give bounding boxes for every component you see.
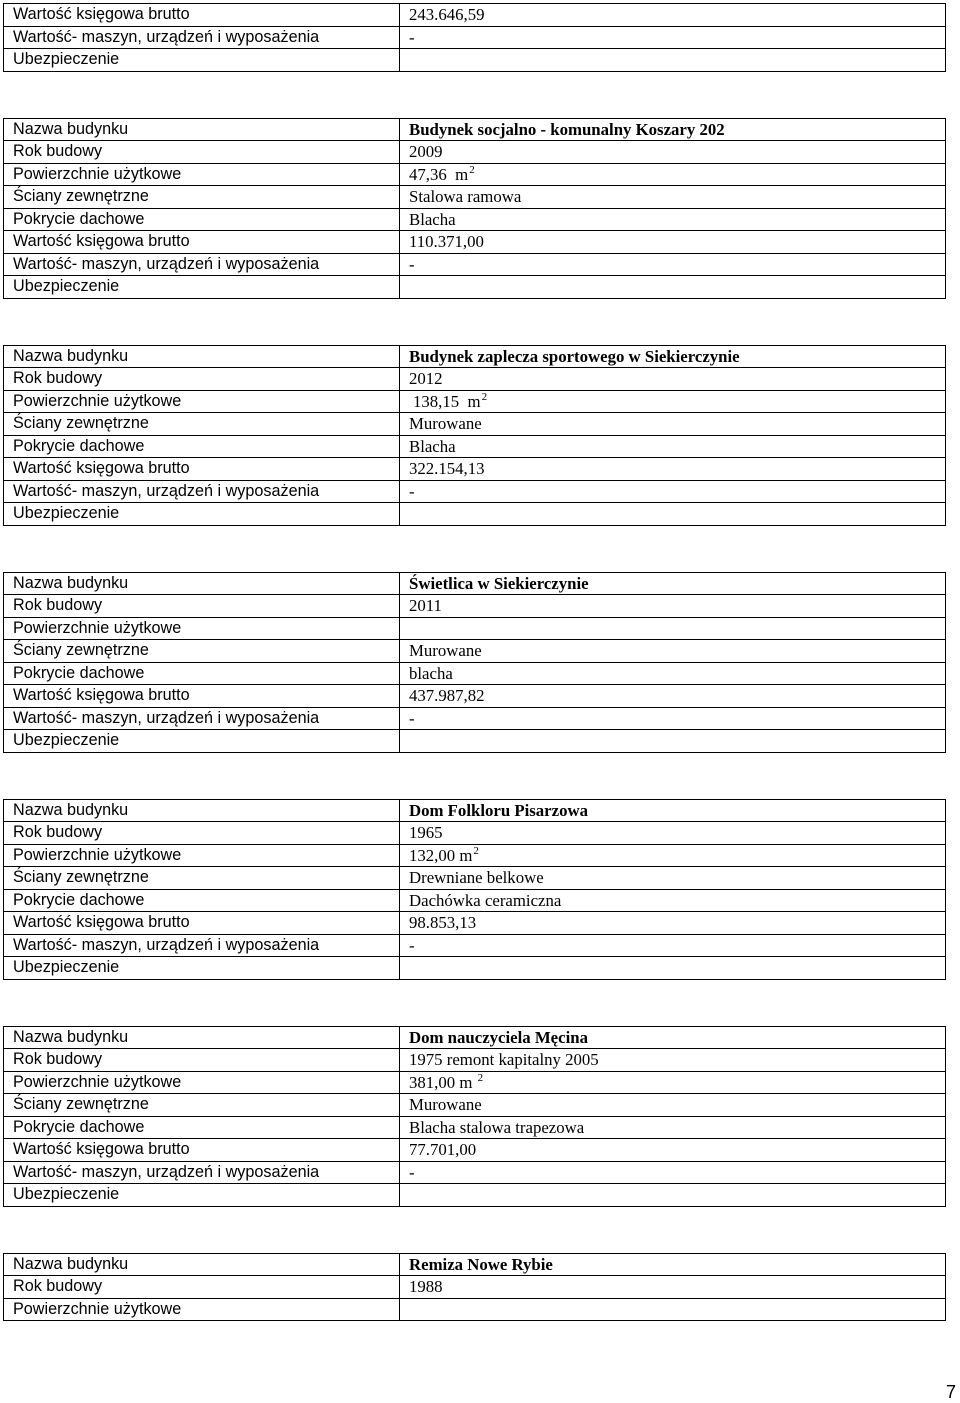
page-number: 7 — [945, 1382, 956, 1402]
name-label: Nazwa budynku — [4, 572, 400, 595]
roof-cell: Blacha stalowa trapezowa — [400, 1116, 946, 1139]
roof-label: Pokrycie dachowe — [4, 662, 400, 685]
year-cell: 1988 — [400, 1276, 946, 1299]
walls-cell: Murowane — [400, 413, 946, 436]
table-row — [4, 49, 946, 72]
area-label: Powierzchnie użytkowe — [4, 1071, 400, 1094]
area-label: Powierzchnie użytkowe — [4, 1298, 400, 1321]
value-label: Wartość księgowa brutto — [4, 4, 400, 27]
year-label: Rok budowy — [4, 368, 400, 391]
insurance-cell — [400, 957, 946, 980]
area-cell — [400, 390, 946, 413]
area-unit: m — [459, 845, 473, 865]
insurance-label: Ubezpieczenie — [4, 730, 400, 753]
equipment-cell: - — [400, 934, 946, 957]
area-value: 47,36 — [409, 164, 447, 184]
equipment-cell: - — [400, 480, 946, 503]
insurance-label: Ubezpieczenie — [4, 49, 400, 72]
walls-cell: Murowane — [400, 1094, 946, 1117]
document-body — [3, 3, 945, 1321]
insurance-label: Ubezpieczenie — [4, 503, 400, 526]
value-cell: 98.853,13 — [400, 912, 946, 935]
walls-label: Ściany zewnętrzne — [4, 413, 400, 436]
roof-label: Pokrycie dachowe — [4, 1116, 400, 1139]
area-unit-exponent: 2 — [469, 163, 475, 176]
spacer — [3, 1207, 945, 1253]
year-cell: 2012 — [400, 368, 946, 391]
name-label: Nazwa budynku — [4, 118, 400, 141]
walls-label: Ściany zewnętrzne — [4, 640, 400, 663]
equipment-cell: - — [400, 1161, 946, 1184]
name-label: Nazwa budynku — [4, 345, 400, 368]
spacer — [3, 753, 945, 799]
area-cell — [400, 163, 946, 186]
area-label: Powierzchnie użytkowe — [4, 844, 400, 867]
building-table-fragment-bottom — [3, 1253, 946, 1322]
year-label: Rok budowy — [4, 822, 400, 845]
value-cell: 322.154,13 — [400, 458, 946, 481]
building-name: Dom nauczyciela Męcina — [400, 1026, 946, 1049]
area-value: 381,00 — [409, 1072, 456, 1092]
year-cell: 1975 remont kapitalny 2005 — [400, 1049, 946, 1072]
area-cell — [400, 1071, 946, 1094]
building-table-fragment-top — [3, 3, 946, 72]
insurance-cell — [400, 1184, 946, 1207]
equipment-label: Wartość- maszyn, urządzeń i wyposażenia — [4, 934, 400, 957]
walls-label: Ściany zewnętrzne — [4, 1094, 400, 1117]
insurance-label: Ubezpieczenie — [4, 957, 400, 980]
walls-cell: Murowane — [400, 640, 946, 663]
insurance-label: Ubezpieczenie — [4, 276, 400, 299]
walls-cell: Drewniane belkowe — [400, 867, 946, 890]
walls-cell: Stalowa ramowa — [400, 186, 946, 209]
area-cell — [400, 617, 946, 640]
area-label: Powierzchnie użytkowe — [4, 390, 400, 413]
spacer — [3, 299, 945, 345]
roof-cell: blacha — [400, 662, 946, 685]
equipment-label: Wartość- maszyn, urządzeń i wyposażenia — [4, 26, 400, 49]
year-label: Rok budowy — [4, 595, 400, 618]
equipment-cell: - — [400, 253, 946, 276]
table-row — [4, 4, 946, 27]
value-label: Wartość księgowa brutto — [4, 458, 400, 481]
equipment-label: Wartość- maszyn, urządzeń i wyposażenia — [4, 707, 400, 730]
insurance-cell — [400, 730, 946, 753]
spacer — [3, 980, 945, 1026]
value-cell: 243.646,59 — [400, 4, 946, 27]
area-value: 138,15 — [413, 391, 460, 411]
roof-cell: Dachówka ceramiczna — [400, 889, 946, 912]
area-label: Powierzchnie użytkowe — [4, 617, 400, 640]
area-label: Powierzchnie użytkowe — [4, 163, 400, 186]
building-name: Remiza Nowe Rybie — [400, 1253, 946, 1276]
value-cell: 77.701,00 — [400, 1139, 946, 1162]
area-unit-exponent: 2 — [477, 1071, 484, 1084]
year-cell: 1965 — [400, 822, 946, 845]
equipment-cell: - — [400, 26, 946, 49]
year-cell: 2011 — [400, 595, 946, 618]
equipment-label: Wartość- maszyn, urządzeń i wyposażenia — [4, 480, 400, 503]
roof-label: Pokrycie dachowe — [4, 208, 400, 231]
building-name: Budynek socjalno - komunalny Koszary 202 — [400, 118, 946, 141]
value-label: Wartość księgowa brutto — [4, 912, 400, 935]
value-label: Wartość księgowa brutto — [4, 231, 400, 254]
roof-label: Pokrycie dachowe — [4, 435, 400, 458]
insurance-label: Ubezpieczenie — [4, 1184, 400, 1207]
year-label: Rok budowy — [4, 1276, 400, 1299]
area-value: 132,00 — [409, 845, 456, 865]
roof-cell: Blacha — [400, 208, 946, 231]
year-label: Rok budowy — [4, 1049, 400, 1072]
value-cell: 437.987,82 — [400, 685, 946, 708]
equipment-label: Wartość- maszyn, urządzeń i wyposażenia — [4, 1161, 400, 1184]
area-unit-exponent: 2 — [481, 390, 488, 403]
name-label: Nazwa budynku — [4, 1253, 400, 1276]
area-unit: m — [467, 391, 481, 411]
building-table — [3, 345, 946, 526]
value-label: Wartość księgowa brutto — [4, 685, 400, 708]
spacer — [3, 72, 945, 118]
area-unit: m — [455, 164, 469, 184]
equipment-label: Wartość- maszyn, urządzeń i wyposażenia — [4, 253, 400, 276]
name-label: Nazwa budynku — [4, 1026, 400, 1049]
building-table — [3, 118, 946, 299]
building-name: Dom Folkloru Pisarzowa — [400, 799, 946, 822]
equipment-cell: - — [400, 707, 946, 730]
spacer — [3, 526, 945, 572]
table-row — [4, 26, 946, 49]
walls-label: Ściany zewnętrzne — [4, 186, 400, 209]
value-label: Wartość księgowa brutto — [4, 1139, 400, 1162]
area-cell — [400, 844, 946, 867]
year-label: Rok budowy — [4, 141, 400, 164]
insurance-cell — [400, 503, 946, 526]
area-unit: m — [459, 1072, 473, 1092]
building-table — [3, 1026, 946, 1207]
value-cell: 110.371,00 — [400, 231, 946, 254]
area-cell — [400, 1298, 946, 1321]
name-label: Nazwa budynku — [4, 799, 400, 822]
year-cell: 2009 — [400, 141, 946, 164]
building-table — [3, 799, 946, 980]
building-name: Świetlica w Siekierczynie — [400, 572, 946, 595]
roof-cell: Blacha — [400, 435, 946, 458]
roof-label: Pokrycie dachowe — [4, 889, 400, 912]
insurance-cell — [400, 276, 946, 299]
building-name: Budynek zaplecza sportowego w Siekierczynie — [400, 345, 946, 368]
area-unit-exponent: 2 — [473, 844, 479, 857]
walls-label: Ściany zewnętrzne — [4, 867, 400, 890]
insurance-cell — [400, 49, 946, 72]
building-table — [3, 572, 946, 753]
